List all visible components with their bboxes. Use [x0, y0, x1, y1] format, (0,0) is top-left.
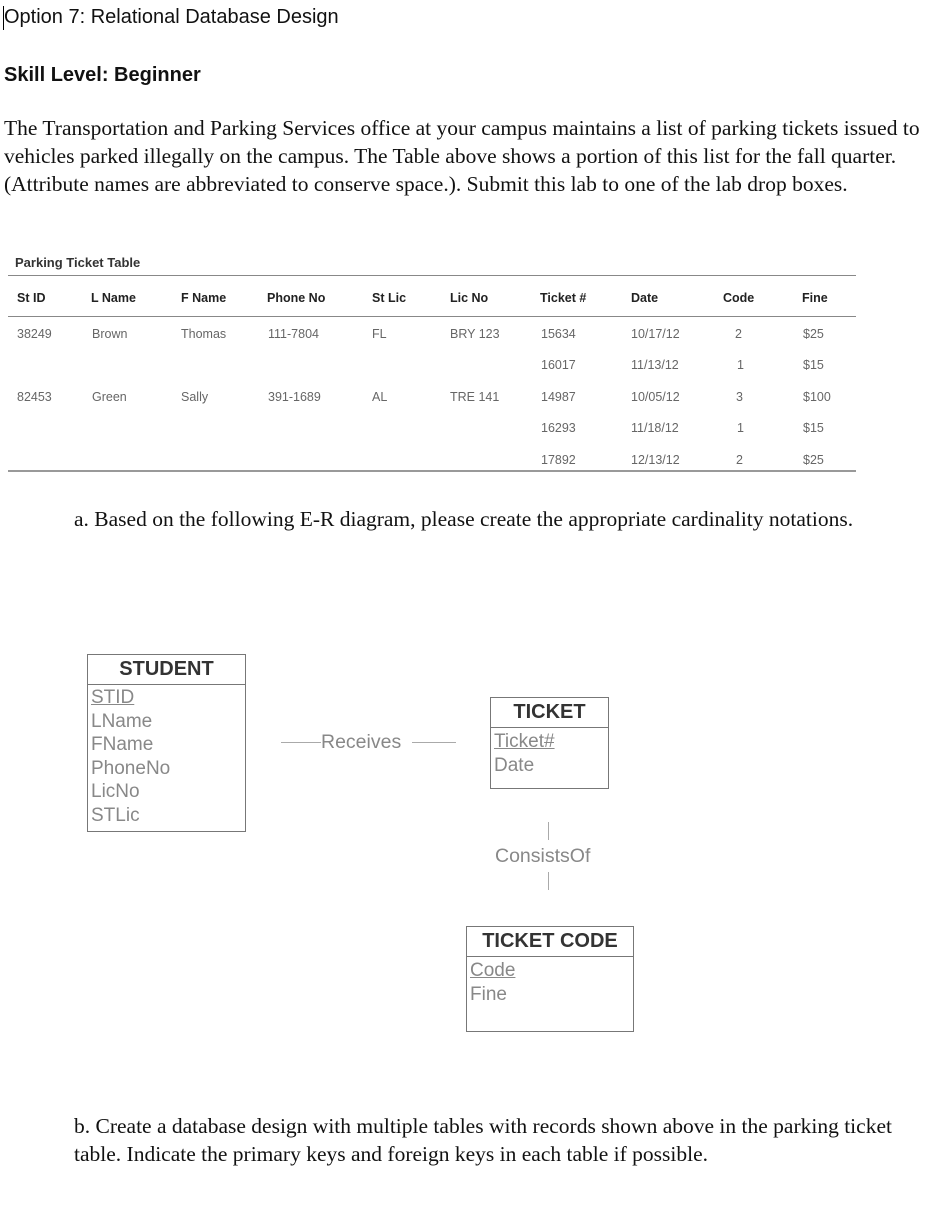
intro-paragraph: The Transportation and Parking Services office at your campus maintains a list of parking tickets issued to vehicles parked illegally on the campus. The Table above shows a portion of this list for the fall quarter. (Attribute names are abbreviated to conserve space.). Submit this lab to one of the lab drop boxes. — [4, 116, 920, 196]
table-cell: 2 — [736, 453, 743, 467]
attribute: FName — [91, 734, 154, 755]
attribute-primary-key: STID — [91, 687, 135, 708]
question-b: b. Create a database design with multiple tables with records shown above in the parking ticket table. Indicate the primary keys and foreign keys in each table if possible. — [74, 1114, 892, 1166]
table-cell: 11/18/12 — [631, 421, 679, 435]
table-cell: $25 — [803, 453, 824, 467]
col-header: Lic No — [450, 291, 489, 305]
col-header: Code — [723, 291, 755, 305]
table-cell: $15 — [803, 358, 824, 372]
table-cell: $100 — [803, 390, 831, 404]
table-cell: Sally — [181, 390, 209, 404]
table-top-rule — [8, 275, 856, 276]
entity-ticket — [490, 697, 609, 789]
col-header: St ID — [17, 291, 46, 305]
connector-line — [548, 872, 549, 890]
col-header: Fine — [802, 291, 828, 305]
table-cell: 15634 — [541, 327, 576, 341]
table-cell: 38249 — [17, 327, 52, 341]
table-cell: 10/17/12 — [631, 327, 680, 341]
col-header: L Name — [91, 291, 136, 305]
connector-line — [281, 742, 321, 743]
table-cell: TRE 141 — [450, 390, 500, 404]
table-cell: 82453 — [17, 390, 52, 404]
table-cell: 1 — [737, 358, 744, 372]
table-cell: FL — [372, 327, 387, 341]
entity-title: TICKET CODE — [467, 927, 633, 957]
table-header-rule — [8, 316, 856, 317]
col-header: Phone No — [267, 291, 326, 305]
table-cell: BRY 123 — [450, 327, 500, 341]
table-cell: $25 — [803, 327, 824, 341]
table-cell: Green — [92, 390, 127, 404]
table-bottom-rule — [8, 470, 856, 472]
table-cell: 1 — [737, 421, 744, 435]
option-title: Option 7: Relational Database Design — [4, 6, 339, 28]
entity-attributes — [470, 959, 515, 1006]
table-cell: AL — [372, 390, 388, 404]
table-cell: Thomas — [181, 327, 227, 341]
entity-title: TICKET — [491, 698, 608, 728]
col-header: F Name — [181, 291, 227, 305]
table-cell: 10/05/12 — [631, 390, 680, 404]
attribute: LName — [91, 710, 153, 732]
table-cell: 16293 — [541, 421, 576, 435]
table-cell: 16017 — [541, 358, 576, 372]
skill-level: Skill Level: Beginner — [4, 64, 201, 86]
table-cell: 3 — [736, 390, 743, 404]
attribute-primary-key: Ticket# — [494, 731, 555, 752]
table-title: Parking Ticket Table — [15, 255, 141, 270]
attribute: STLic — [91, 804, 140, 826]
table-cell: 391-1689 — [268, 390, 321, 404]
attribute: LicNo — [91, 781, 140, 802]
col-header: Ticket # — [540, 291, 587, 305]
table-cell: 2 — [735, 327, 742, 341]
table-cell: 17892 — [541, 453, 576, 467]
table-cell: $15 — [803, 421, 824, 435]
connector-line — [548, 822, 549, 840]
col-header: Date — [631, 291, 659, 305]
table-cell: 11/13/12 — [631, 358, 679, 372]
table-cell: 14987 — [541, 390, 576, 404]
table-cell: Brown — [92, 327, 128, 341]
entity-ticket-code — [466, 926, 634, 1032]
entity-attributes — [494, 730, 555, 777]
table-cell: 12/13/12 — [631, 453, 680, 467]
col-header: St Lic — [372, 291, 407, 305]
attribute: Date — [494, 754, 535, 776]
entity-title: STUDENT — [88, 655, 245, 685]
relationship-receives: Receives — [321, 731, 402, 753]
relationship-consists-of: ConsistsOf — [495, 845, 591, 867]
attribute: Fine — [470, 983, 507, 1005]
table-cell: 111-7804 — [268, 327, 319, 341]
connector-line — [412, 742, 456, 743]
entity-student — [87, 654, 246, 832]
attribute-primary-key: Code — [470, 960, 516, 981]
entity-attributes — [91, 686, 170, 827]
attribute: PhoneNo — [91, 757, 171, 779]
question-a: a. Based on the following E-R diagram, please create the appropriate cardinality notations. — [74, 507, 854, 531]
